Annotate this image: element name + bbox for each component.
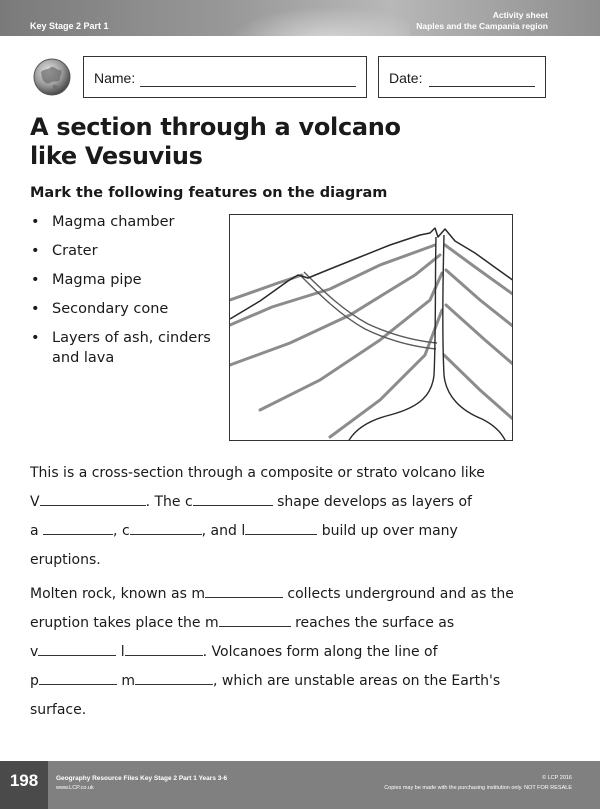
page-number: 198 bbox=[0, 761, 48, 809]
date-label: Date: bbox=[389, 70, 423, 86]
date-box bbox=[378, 56, 546, 98]
name-field[interactable] bbox=[140, 86, 356, 87]
answer-blank-ash[interactable] bbox=[43, 520, 113, 535]
text: Molten rock, known as m bbox=[30, 586, 205, 602]
answer-blank-cinders[interactable] bbox=[130, 520, 202, 535]
text: eruption takes place the m bbox=[30, 615, 219, 631]
name-label: Name: bbox=[94, 70, 136, 86]
text: shape develops as layers of bbox=[277, 494, 472, 510]
feature-list bbox=[30, 212, 242, 377]
answer-blank-plate[interactable] bbox=[39, 670, 117, 685]
page-title bbox=[30, 113, 401, 171]
text: eruptions. bbox=[30, 552, 101, 568]
paragraph1-line4 bbox=[30, 546, 570, 575]
header-activity-sheet: Activity sheet bbox=[492, 10, 548, 20]
footer-url[interactable]: www.LCP.co.uk bbox=[56, 785, 94, 791]
footer-note: Copies may be made with the purchasing institution only. NOT FOR RESALE bbox=[384, 785, 572, 791]
feature-item: • Secondary cone bbox=[30, 299, 242, 319]
footer-book-title: Geography Resource Files Key Stage 2 Part 1 Years 3-6 bbox=[56, 775, 228, 782]
paragraph2-line4 bbox=[30, 667, 570, 696]
globe-icon bbox=[33, 58, 71, 96]
text: surface. bbox=[30, 702, 87, 718]
paragraph1-line2 bbox=[30, 488, 570, 517]
feature-item: • Magma pipe bbox=[30, 270, 242, 290]
text: l bbox=[120, 644, 125, 660]
text: V bbox=[30, 494, 40, 510]
paragraph2-line2 bbox=[30, 609, 570, 638]
answer-blank-magma[interactable] bbox=[205, 583, 283, 598]
text: build up over many bbox=[321, 523, 458, 539]
footer-bar bbox=[0, 761, 600, 809]
answer-blank-cone[interactable] bbox=[193, 491, 273, 506]
answer-blank-lava-2[interactable] bbox=[125, 641, 203, 656]
paragraph2-line5 bbox=[30, 696, 570, 725]
text: v bbox=[30, 644, 39, 660]
answer-blank-lava[interactable] bbox=[245, 520, 317, 535]
page-title-line2: like Vesuvius bbox=[30, 142, 203, 170]
text: reaches the surface as bbox=[295, 615, 455, 631]
text: , and l bbox=[201, 523, 246, 539]
paragraph-volcano-formation bbox=[30, 459, 570, 575]
answer-blank-volcanic[interactable] bbox=[38, 641, 116, 656]
feature-item: • Layers of ash, cinders and lava bbox=[30, 328, 242, 368]
feature-item: • Crater bbox=[30, 241, 242, 261]
header-activity-info bbox=[416, 10, 548, 32]
text: m bbox=[121, 673, 135, 689]
feature-item: • Magma chamber bbox=[30, 212, 242, 232]
text: p bbox=[30, 673, 39, 689]
answer-blank-margins[interactable] bbox=[135, 670, 213, 685]
instructions-heading: Mark the following features on the diagram bbox=[30, 185, 388, 201]
header-key-stage: Key Stage 2 Part 1 bbox=[30, 21, 109, 31]
text: a bbox=[30, 523, 39, 539]
text: This is a cross-section through a composite or strato volcano like bbox=[30, 465, 485, 481]
date-field[interactable] bbox=[429, 86, 535, 87]
paragraph2-line1 bbox=[30, 580, 570, 609]
paragraph1-line1 bbox=[30, 459, 570, 488]
answer-blank-magma-2[interactable] bbox=[219, 612, 291, 627]
text: , which are unstable areas on the Earth's bbox=[212, 673, 501, 689]
paragraph1-line3 bbox=[30, 517, 570, 546]
header-swoosh bbox=[210, 0, 410, 36]
name-box bbox=[83, 56, 367, 98]
header-bar bbox=[0, 0, 600, 36]
text: , c bbox=[113, 523, 130, 539]
header-region: Naples and the Campania region bbox=[416, 21, 548, 31]
footer-copyright: © LCP 2016 bbox=[542, 775, 572, 781]
volcano-diagram[interactable] bbox=[229, 214, 513, 441]
answer-blank-vesuvius[interactable] bbox=[40, 491, 146, 506]
text: . Volcanoes form along the line of bbox=[202, 644, 438, 660]
text: collects underground and as the bbox=[287, 586, 514, 602]
paragraph2-line3 bbox=[30, 638, 570, 667]
page-title-line1: A section through a volcano bbox=[30, 113, 401, 141]
text: . The c bbox=[145, 494, 193, 510]
paragraph-eruption bbox=[30, 580, 570, 725]
